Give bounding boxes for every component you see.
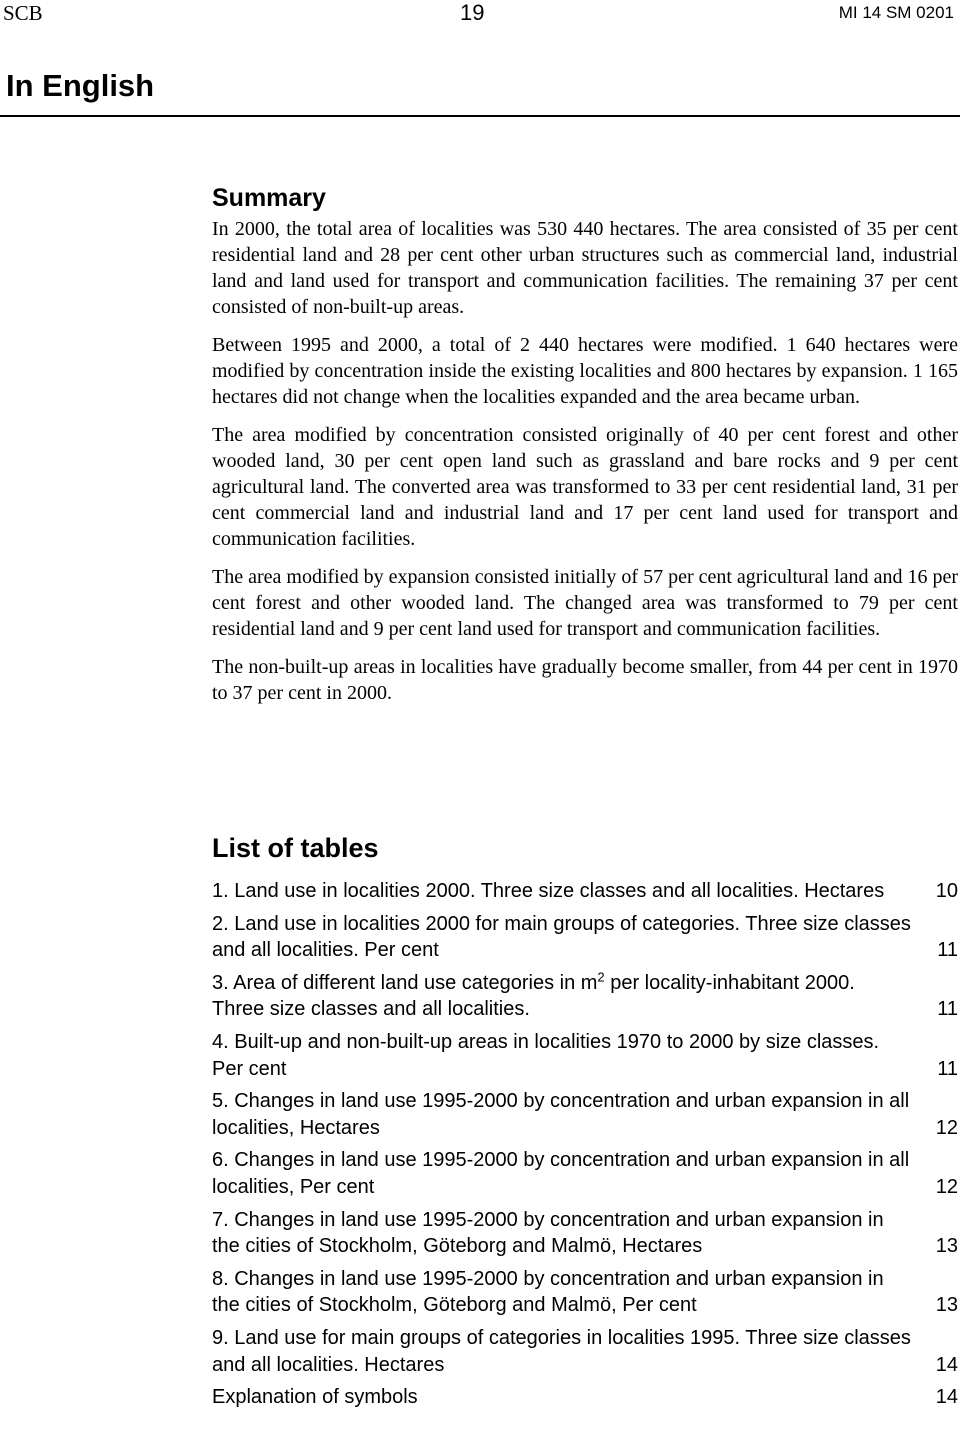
superscript-two: 2	[597, 969, 605, 985]
list-of-tables-heading: List of tables	[212, 833, 379, 863]
toc-entry	[212, 1147, 958, 1200]
toc-entry-title: 4. Built-up and non-built-up areas in localities 1970 to 2000 by size classes. Per cent	[212, 1030, 880, 1080]
toc-entry	[212, 970, 958, 1023]
toc-entry-page: 12	[935, 1116, 958, 1139]
list-of-tables	[212, 830, 958, 1417]
toc-entry	[212, 911, 958, 964]
toc-entry	[212, 1325, 958, 1378]
toc-entry-title: 1. Land use in localities 2000. Three size classes and all localities. Hectares	[212, 880, 885, 902]
summary-paragraph: The area modified by concentration consisted originally of 40 per cent forest and other wooded land, 30 per cent open land such as grassland and bare rocks and 9 per cent agricultural land. The converted area was transformed to 33 per cent residential land, 31 per cent commercial land and industrial land and 17 per cent land used for transport and communication facilities.	[212, 424, 958, 550]
toc-entry-page: 10	[935, 880, 958, 902]
toc-entry	[212, 1207, 958, 1260]
toc-entry	[212, 878, 958, 905]
toc-entry-title	[212, 970, 912, 1023]
summary-heading: Summary	[212, 184, 326, 212]
report-code: MI 14 SM 0201	[838, 3, 954, 22]
summary-paragraph: Between 1995 and 2000, a total of 2 440 hectares were modified. 1 640 hectares were modified by concentration inside the existing localities and 800 hectares by expansion. 1 165 hectares did not change when the localities expanded and the area became urban.	[212, 334, 958, 408]
toc-entry-page: 11	[937, 998, 958, 1021]
toc-entry-page: 12	[935, 1175, 958, 1198]
toc-entry-title: 5. Changes in land use 1995-2000 by concentration and urban expansion in all localities, Hectares	[212, 1090, 910, 1139]
toc-entry-page: 11	[937, 939, 958, 962]
header-publisher: SCB	[3, 1, 43, 25]
toc-entry-page: 14	[935, 1353, 958, 1376]
page-number: 19	[460, 0, 485, 25]
toc-entry	[212, 1029, 958, 1082]
title-rule	[0, 115, 960, 117]
toc-entry-title: 8. Changes in land use 1995-2000 by concentration and urban expansion in the cities of Stockholm, Göteborg and Malmö, Per cent	[212, 1267, 884, 1317]
toc-entry-title: 6. Changes in land use 1995-2000 by concentration and urban expansion in all localities, Per cent	[212, 1149, 910, 1198]
running-header	[0, 0, 960, 26]
toc-entry-title: 2. Land use in localities 2000 for main groups of categories. Three size classes and all localities. Per cent	[212, 912, 911, 962]
toc-entry-title-part: per locality-inhabitant 2000. Three size classes and all localities.	[212, 971, 855, 1021]
summary-paragraph: The non-built-up areas in localities have gradually become smaller, from 44 per cent in 1970 to 37 per cent in 2000.	[212, 656, 958, 704]
toc-entry-title: 9. Land use for main groups of categories in localities 1995. Three size classes and all localities. Hectares	[212, 1326, 911, 1376]
toc-entry-title: Explanation of symbols	[212, 1386, 418, 1409]
toc-entry-page: 13	[935, 1294, 958, 1317]
toc-entry-page: 13	[935, 1235, 958, 1258]
toc-entry	[212, 1088, 958, 1141]
summary-paragraph: The area modified by expansion consisted initially of 57 per cent agricultural land and 16 per cent forest and other wooded land. The changed area was transformed to 79 per cent residential land and 9 per cent land used for transport and communication facilities.	[212, 566, 958, 640]
toc-entry-title: 7. Changes in land use 1995-2000 by concentration and urban expansion in the cities of Stockholm, Göteborg and Malmö, Hectares	[212, 1208, 884, 1258]
summary-section	[212, 180, 958, 718]
toc-entry-page: 14	[935, 1386, 958, 1409]
chapter-title: In English	[6, 68, 155, 103]
summary-paragraph: In 2000, the total area of localities was 530 440 hectares. The area consisted of 35 per cent residential land and 28 per cent other urban structures such as commercial land, industrial land and land used for transport and communication facilities. The remaining 37 per cent consisted of non-built-up areas.	[212, 218, 958, 318]
toc-entry-page: 11	[937, 1057, 958, 1080]
toc-entry	[212, 1266, 958, 1319]
toc-entry	[212, 1384, 958, 1411]
toc-entry-title-part: 3. Area of different land use categories in m	[212, 971, 598, 994]
